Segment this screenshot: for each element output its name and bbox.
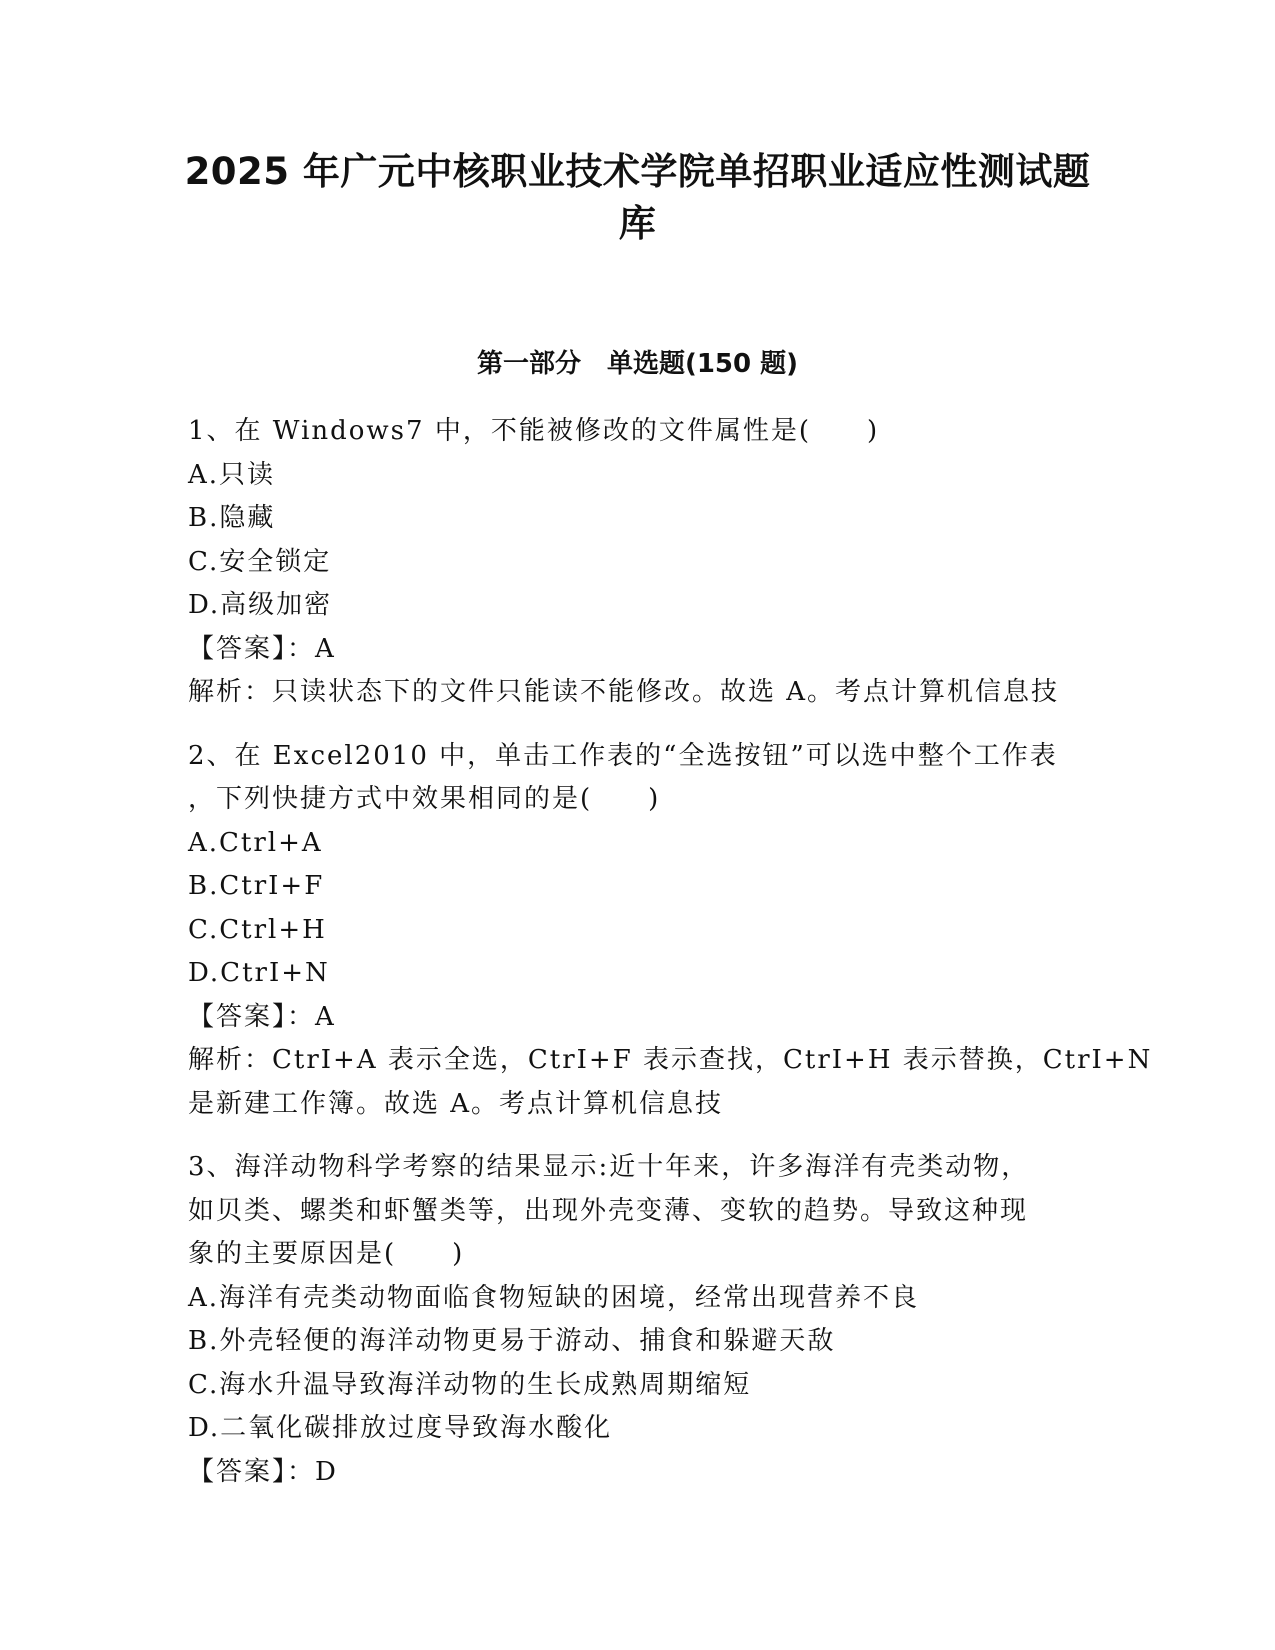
option-d: D.CtrI+N — [188, 958, 330, 988]
title-line-2: 库 — [618, 202, 657, 245]
document-title — [170, 146, 1105, 250]
question-list — [188, 410, 1153, 1494]
analysis-continued: 是新建工作簿。故选 A。考点计算机信息技 — [188, 1088, 724, 1119]
analysis: 解析：CtrI+A 表示全选，CtrI+F 表示查找，CtrI+H 表示替换，CtrI+N — [188, 1045, 1153, 1075]
section-heading: 第一部分 单选题(150 题) — [476, 349, 799, 379]
answer: 【答案】：D — [188, 1456, 338, 1487]
question-2 — [188, 735, 1153, 1127]
question-stem: 1、在 Windows7 中，不能被修改的文件属性是( ) — [188, 416, 880, 446]
option-c: C.安全锁定 — [188, 546, 332, 577]
option-b: B.外壳轻便的海洋动物更易于游动、捕食和躲避天敌 — [188, 1326, 836, 1356]
question-stem: 2、在 Excel2010 中，单击工作表的“全选按钮”可以选中整个工作表 — [188, 740, 1058, 771]
question-stem: 3、海洋动物科学考察的结果显示:近十年来，许多海洋有壳类动物， — [188, 1152, 1030, 1182]
title-line-1: 2025 年广元中核职业技术学院单招职业适应性测试题 — [184, 150, 1091, 193]
answer: 【答案】：A — [188, 633, 336, 664]
option-d: D.二氧化碳排放过度导致海水酸化 — [188, 1413, 613, 1443]
option-c: C.Ctrl+H — [188, 914, 327, 945]
option-a: A.海洋有壳类动物面临食物短缺的困境，经常出现营养不良 — [188, 1282, 920, 1313]
option-a: A.只读 — [188, 459, 276, 490]
answer: 【答案】：A — [188, 1001, 336, 1032]
option-c: C.海水升温导致海洋动物的生长成熟周期缩短 — [188, 1369, 752, 1400]
question-spacer — [188, 1126, 1088, 1146]
option-a: A.Ctrl+A — [188, 827, 323, 858]
option-b: B.CtrI+F — [188, 871, 325, 901]
question-stem-continued: 象的主要原因是( ) — [188, 1239, 465, 1269]
option-d: D.高级加密 — [188, 590, 333, 620]
question-3 — [188, 1146, 1088, 1494]
option-b: B.隐藏 — [188, 503, 276, 533]
question-stem-continued: 如贝类、螺类和虾蟹类等，出现外壳变薄、变软的趋势。导致这种现 — [188, 1195, 1029, 1226]
question-stem-continued: ，下列快捷方式中效果相同的是( ) — [188, 784, 661, 814]
question-1 — [188, 410, 1088, 715]
question-spacer — [188, 715, 1088, 735]
analysis: 解析：只读状态下的文件只能读不能修改。故选 A。考点计算机信息技 — [188, 677, 1060, 707]
